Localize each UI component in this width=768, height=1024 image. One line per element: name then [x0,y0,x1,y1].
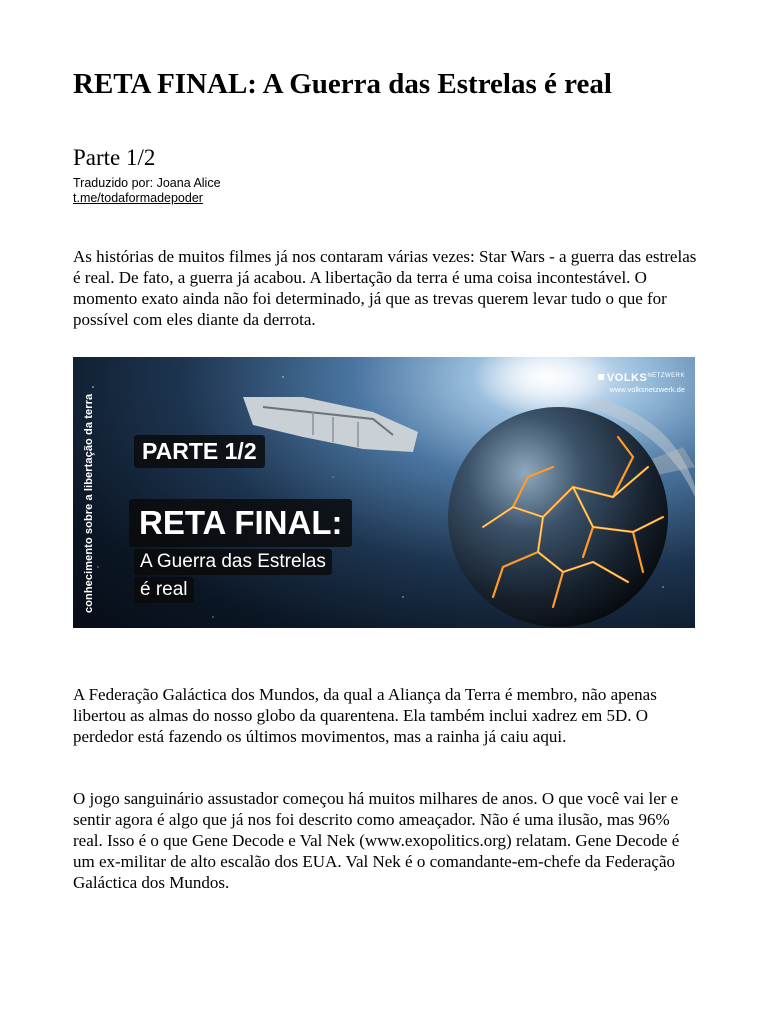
document-title: RETA FINAL: A Guerra das Estrelas é real [73,68,612,100]
translator-credit: Traduzido por: Joana Alice [73,176,221,190]
banner-image [73,357,695,628]
logo-square-icon [598,374,604,380]
banner-headline: RETA FINAL: [129,499,352,547]
volksnetzwerk-logo [598,372,685,394]
banner-line2: é real [134,577,194,603]
spaceship [243,397,418,452]
paragraph-federation: A Federação Galáctica dos Mundos, da qual a Aliança da Terra é membro, não apenas libertou as almas do nosso globo da quarentena. Ela também inclui xadrez em 5D. O perdedor está fazendo os últimos movimentos, mas a rainha já caiu aqui. [73,685,657,746]
logo-url: www.volksnetzwerk.de [609,385,685,394]
document-subtitle: Parte 1/2 [73,145,156,170]
cracked-planet [448,407,668,627]
banner-side-text: conhecimento sobre a libertação da terra [83,393,95,613]
paragraph-intro: As histórias de muitos filmes já nos contaram várias vezes: Star Wars - a guerra das estrelas é real. De fato, a guerra já acabou. A libertação da terra é uma coisa incontestável. O momento exato ainda não foi determinado, já que as trevas querem levar tudo o que for possível com eles diante da derrota. [73,247,697,329]
banner-parte-label: PARTE 1/2 [134,435,265,468]
credit-block [73,176,221,205]
telegram-link[interactable]: t.me/todaformadepoder [73,190,203,205]
paragraph-game: O jogo sanguinário assustador começou há muitos milhares de anos. O que você vai ler e sentir agora é algo que já nos foi descrito como ameaçador. Não é uma ilusão, mas 96% real. Isso é o que Gene Decode e Val Nek (www.exopolitics.org) relatam. Gene Decode é um ex-militar de alto escalão dos EUA. Val Nek é o comandante-em-chefe da Federação Galáctica dos Mundos. [73,789,680,892]
logo-sub: NETZWERK [647,373,685,379]
logo-brand: VOLKS [606,372,648,384]
banner-line1: A Guerra das Estrelas [134,549,332,575]
